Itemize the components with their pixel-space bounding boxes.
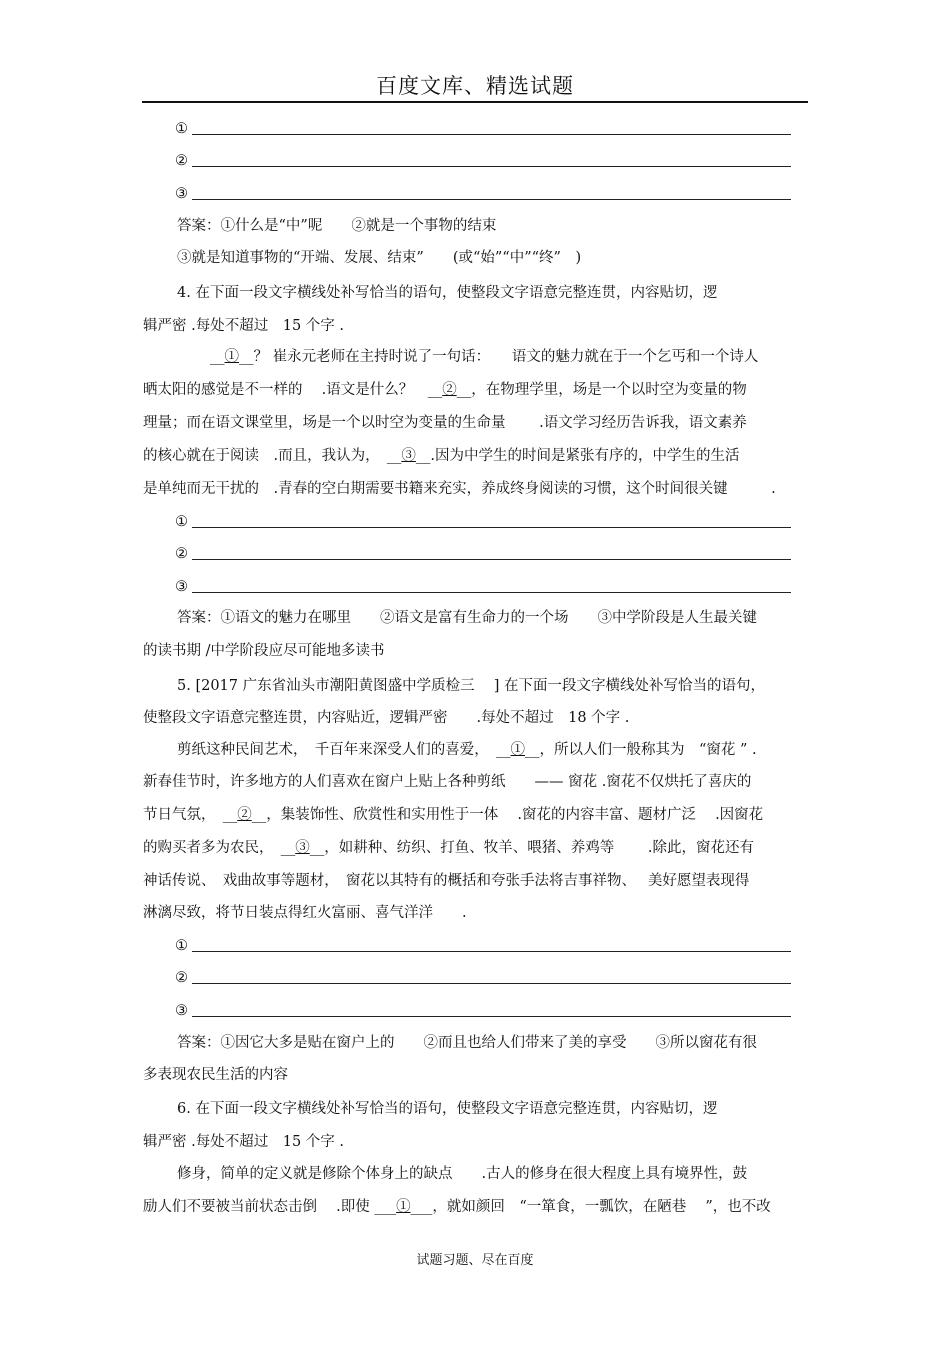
q3-answer-line: ③就是知道事物的“开端、发展、结束” (或“始”“中”“终” ): [177, 250, 582, 266]
blank-marker: ③: [401, 448, 416, 464]
blank-marker: ①: [224, 349, 239, 365]
answer-blank-1[interactable]: [175, 936, 791, 956]
blank-number: ②: [175, 546, 188, 562]
q5-passage-line: 神话传说、 戏曲故事等题材， 窗花以其特有的概括和夸张手法将吉事祥物、 美好愿望表现得: [143, 873, 750, 889]
q4-passage-line: 晒太阳的感觉是不一样的 .语文是什么？ __②__，在物理学里，场是一个以时空为变量的物: [143, 382, 747, 398]
blank-number: ①: [175, 121, 188, 137]
q4-passage-line: 的核心就在于阅读 .而且，我认为， __③__.因为中学生的时间是紧张有序的，中学生的生活: [143, 448, 740, 464]
q5-passage-line: 节日气氛， __②__，集装饰性、欣赏性和实用性于一体 .窗花的内容丰富、题材广泛 .因窗花: [143, 807, 764, 823]
q5-answer-line: 答案：①因它大多是贴在窗户上的 ②而且也给人们带来了美的享受 ③所以窗花有很: [177, 1035, 757, 1051]
answer-blank-3[interactable]: [175, 184, 791, 204]
answer-blank-3[interactable]: [175, 577, 791, 597]
blank-number: ②: [175, 153, 188, 169]
q5-prompt: 5. [2017 广东省汕头市潮阳黄图盛中学质检三 ] 在下面一段文字横线处补写恰当的语句，: [177, 678, 765, 694]
q6-passage-line: 修身，简单的定义就是修除个体身上的缺点 .古人的修身在很大程度上具有境界性，鼓: [177, 1166, 748, 1182]
blank-number: ②: [175, 970, 188, 986]
q5-passage-line: 剪纸这种民间艺术， 千百年来深受人们的喜爱， __①__，所以人们一般称其为 “窗花 ” .: [177, 742, 757, 758]
answer-blank-1[interactable]: [175, 119, 791, 139]
q4-passage-line: 是单纯而无干扰的 .青春的空白期需要书籍来充实，养成终身阅读的习惯，这个时间很关键 .: [143, 481, 776, 497]
q5-passage-line: 的购买者多为农民， __③__，如耕种、纺织、打鱼、牧羊、喂猪、养鸡等 .除此，窗花还有: [143, 840, 754, 856]
q4-passage-line: __①__？ 崔永元老师在主持时说了一句话： 语文的魅力就在于一个乞丐和一个诗人: [210, 349, 759, 365]
blank-marker: ②: [442, 382, 457, 398]
answer-blank-3[interactable]: [175, 1001, 791, 1021]
q5-passage-line: 淋漓尽致，将节日装点得红火富丽、喜气洋洋 .: [143, 905, 467, 921]
q4-passage-line: 理量；而在语文课堂里，场是一个以时空为变量的生命量 .语文学习经历告诉我，语文素养: [143, 415, 747, 431]
q4-prompt: 4. 在下面一段文字横线处补写恰当的语句，使整段文字语意完整连贯，内容贴切，逻: [177, 285, 718, 301]
blank-number: ③: [175, 186, 188, 202]
blank-marker: ③: [295, 840, 310, 856]
q5-prompt: 使整段文字语意完整连贯，内容贴近，逻辑严密 .每处不超过 18 个字 .: [143, 710, 630, 726]
q6-passage-line: 励人们不要被当前状态击倒 .即使 ___①___，就如颜回 “一箪食，一瓢饮，在陋巷 ”，也不改: [143, 1199, 771, 1215]
q6-prompt: 辑严密 .每处不超过 15 个字 .: [143, 1134, 344, 1150]
blank-number: ①: [175, 514, 188, 530]
blank-marker: ①: [396, 1199, 411, 1215]
answer-blank-2[interactable]: [175, 151, 791, 171]
blank-number: ③: [175, 1003, 188, 1019]
page-header-title: 百度文库、精选试题: [376, 74, 574, 98]
page-footer: 试题习题、尽在百度: [416, 1253, 534, 1268]
answer-blank-1[interactable]: [175, 512, 791, 532]
q4-answer-line: 的读书期 /中学阶段应尽可能地多读书: [143, 643, 385, 659]
blank-number: ①: [175, 938, 188, 954]
answer-blank-2[interactable]: [175, 544, 791, 564]
q6-prompt: 6. 在下面一段文字横线处补写恰当的语句，使整段文字语意完整连贯，内容贴切，逻: [177, 1101, 718, 1117]
header-divider: [142, 101, 808, 103]
blank-marker: ①: [510, 742, 525, 758]
q5-passage-line: 新春佳节时，许多地方的人们喜欢在窗户上贴上各种剪纸 —— 窗花 .窗花不仅烘托了喜庆的: [143, 774, 752, 790]
q5-answer-line: 多表现农民生活的内容: [143, 1067, 288, 1083]
blank-number: ③: [175, 579, 188, 595]
blank-marker: ②: [237, 807, 252, 823]
q3-answer-line: 答案：①什么是“中”呢 ②就是一个事物的结束: [177, 218, 497, 234]
q4-answer-line: 答案：①语文的魅力在哪里 ②语文是富有生命力的一个场 ③中学阶段是人生最关键: [177, 610, 757, 626]
q4-prompt: 辑严密 .每处不超过 15 个字 .: [143, 318, 344, 334]
answer-blank-2[interactable]: [175, 968, 791, 988]
